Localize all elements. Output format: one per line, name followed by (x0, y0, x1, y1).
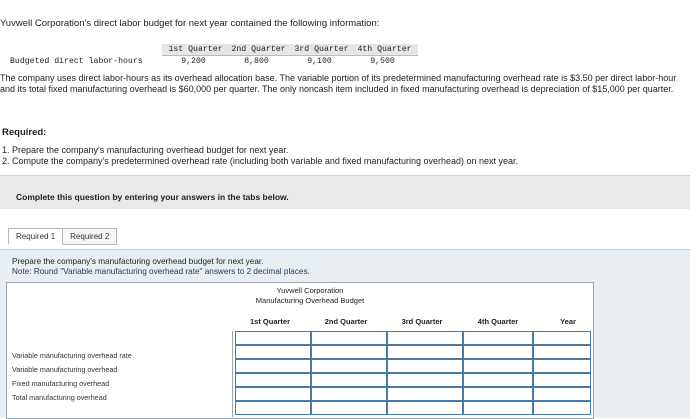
budget-input-cell[interactable] (463, 359, 533, 373)
labor-hours-table (10, 44, 418, 67)
required-item-2: 2. Compute the company's predetermined overhead rate (including both variable and fixed manufacturing overhead) on next year. (2, 156, 519, 166)
labor-col-q2: 2nd Quarter (231, 45, 286, 54)
labor-table-row (10, 56, 418, 67)
row-label-var-overhead: Variable manufacturing overhead (12, 365, 118, 374)
company-name: Yuvwell Corporation (276, 286, 344, 295)
labor-value-q3: 9,100 (307, 57, 332, 66)
budget-input-cell[interactable] (311, 331, 387, 345)
budget-input-cell[interactable] (387, 345, 463, 359)
col-head-year: Year (560, 317, 576, 326)
panel-instructions (12, 257, 310, 277)
budget-input-cell[interactable] (235, 345, 311, 359)
budget-input-cell[interactable] (387, 387, 463, 401)
budget-input-cell[interactable] (533, 359, 591, 373)
budget-column-headers (7, 317, 593, 330)
budget-input-cell[interactable] (311, 345, 387, 359)
row-label-total-overhead: Total manufacturing overhead (12, 393, 107, 402)
col-head-q3: 3rd Quarter (401, 317, 443, 326)
requirement-tabs (8, 228, 117, 245)
budget-input-cell[interactable] (463, 373, 533, 387)
tab-required-2[interactable]: Required 2 (63, 228, 117, 245)
budget-input-cell[interactable] (311, 401, 387, 415)
budget-input-cell[interactable] (463, 331, 533, 345)
labor-row-label: Budgeted direct labor-hours (10, 57, 143, 66)
instructions-banner (0, 175, 690, 209)
labor-col-q4: 4th Quarter (357, 45, 412, 54)
labor-value-q1: 9,200 (181, 57, 206, 66)
rounding-note: Note: Round "Variable manufacturing overhead rate" answers to 2 decimal places. (12, 267, 310, 276)
labor-value-q4: 9,500 (370, 57, 395, 66)
row-label-var-rate: Variable manufacturing overhead rate (12, 351, 132, 360)
budget-input-cell[interactable] (235, 331, 311, 345)
required-list (2, 145, 518, 167)
tab-required-1[interactable]: Required 1 (8, 228, 63, 245)
budget-input-cell[interactable] (235, 387, 311, 401)
col-head-q2: 2nd Quarter (324, 317, 368, 326)
labor-table-header (162, 44, 418, 56)
budget-input-cell[interactable] (235, 401, 311, 415)
intro-text: Yuvwell Corporation's direct labor budget for next year contained the following information: (0, 18, 380, 29)
budget-title-block (225, 286, 395, 306)
budget-input-cell[interactable] (463, 387, 533, 401)
labor-value-q2: 8,800 (244, 57, 269, 66)
overhead-budget-table (6, 282, 594, 419)
required-item-1: 1. Prepare the company's manufacturing overhead budget for next year. (2, 145, 289, 155)
required-heading: Required: (2, 127, 47, 138)
budget-input-cell[interactable] (387, 373, 463, 387)
budget-input-cell[interactable] (463, 345, 533, 359)
budget-input-cell[interactable] (533, 345, 591, 359)
row-label-fixed-overhead: Fixed manufacturing overhead (12, 379, 110, 388)
budget-input-cell[interactable] (463, 401, 533, 415)
budget-input-cell[interactable] (533, 331, 591, 345)
col-head-q1: 1st Quarter (249, 317, 291, 326)
complete-instruction: Complete this question by entering your answers in the tabs below. (16, 192, 289, 202)
budget-input-cell[interactable] (311, 359, 387, 373)
budget-input-cell[interactable] (311, 387, 387, 401)
budget-title: Manufacturing Overhead Budget (255, 296, 365, 305)
budget-input-cell[interactable] (533, 401, 591, 415)
budget-input-cell[interactable] (533, 373, 591, 387)
budget-input-cell[interactable] (311, 373, 387, 387)
budget-input-cell[interactable] (387, 331, 463, 345)
budget-input-cell[interactable] (235, 373, 311, 387)
col-head-q4: 4th Quarter (477, 317, 519, 326)
labor-col-q3: 3rd Quarter (294, 45, 349, 54)
instruction-text: Prepare the company's manufacturing overhead budget for next year. (12, 257, 264, 266)
budget-input-cell[interactable] (387, 359, 463, 373)
budget-input-cell[interactable] (533, 387, 591, 401)
budget-input-cell[interactable] (387, 401, 463, 415)
labor-col-q1: 1st Quarter (168, 45, 223, 54)
budget-input-cell[interactable] (235, 359, 311, 373)
row-label-column (10, 331, 233, 417)
problem-paragraph: The company uses direct labor-hours as its overhead allocation base. The variable portion of its predetermined manufacturing overhead rate is $3.50 per direct labor-hour and its total fixed manufacturing overhead is $60,000 per quarter. The only noncash item included in fixed manufacturing overhead is depreciation of $15,000 per quarter. (0, 73, 677, 94)
